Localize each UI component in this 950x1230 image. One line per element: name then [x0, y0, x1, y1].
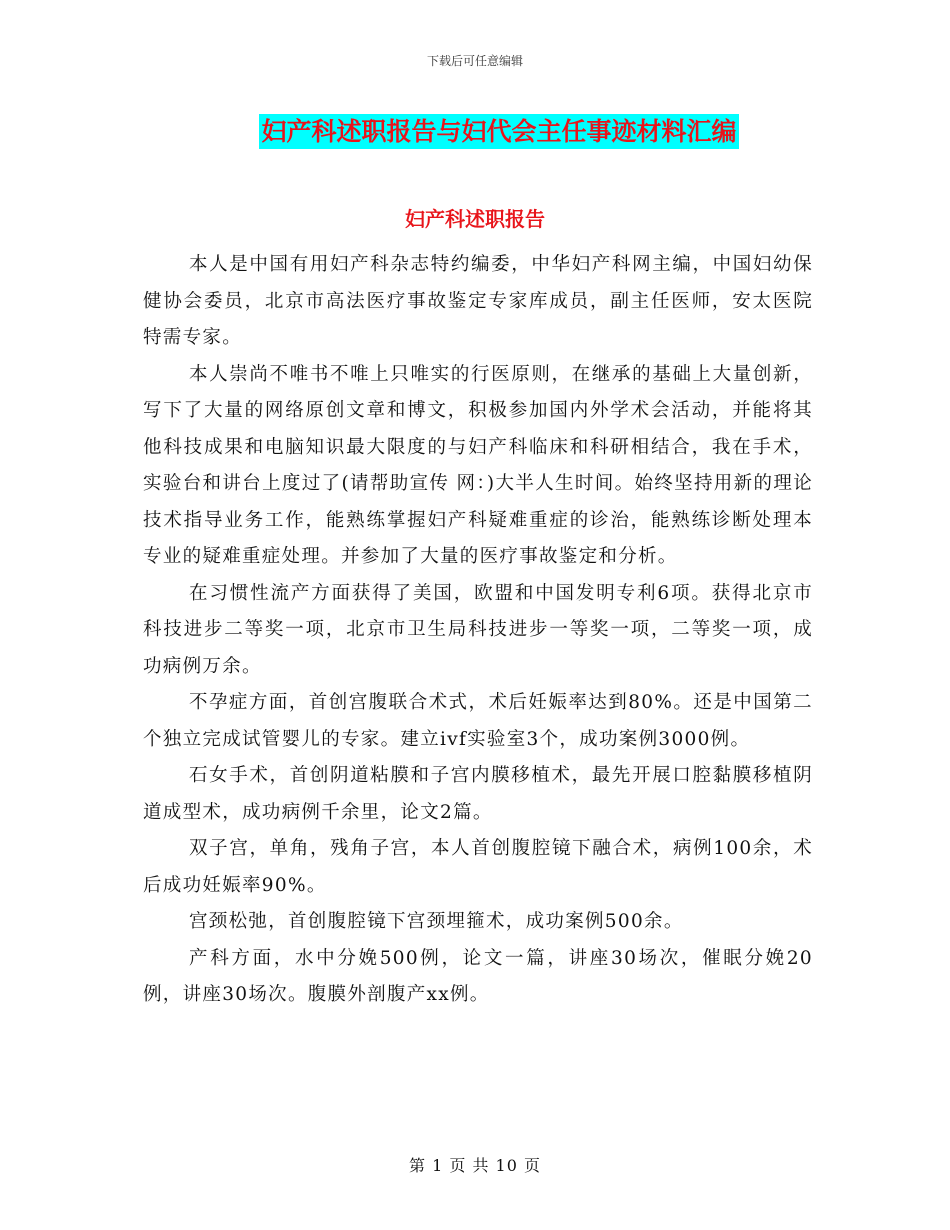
section-title: 妇产科述职报告: [405, 207, 545, 231]
page-number: 第 1 页 共 10 页: [409, 1156, 541, 1175]
paragraph: 在习惯性流产方面获得了美国，欧盟和中国发明专利6项。获得北京市科技进步二等奖一项，北京市卫生局科技进步一等奖一项，二等奖一项，成功病例万余。: [143, 582, 813, 677]
paragraph: 双子宫，单角，残角子宫，本人首创腹腔镜下融合术，病例100余，术后成功妊娠率90%。: [143, 838, 813, 896]
document-body: [143, 247, 813, 1014]
document-title-text: 妇产科述职报告与妇代会主任事迹材料汇编: [259, 114, 738, 149]
paragraph: 产科方面，水中分娩500例，论文一篇，讲座30场次，催眠分娩20例，讲座30场次。腹膜外剖腹产xx例。: [143, 947, 813, 1005]
paragraph: 不孕症方面，首创宫腹联合术式，术后妊娠率达到80%。还是中国第二个独立完成试管婴儿的专家。建立ivf实验室3个，成功案例3000例。: [143, 692, 813, 750]
paragraph: 本人崇尚不唯书不唯上只唯实的行医原则，在继承的基础上大量创新，写下了大量的网络原创文章和博文，积极参加国内外学术会活动，并能将其他科技成果和电脑知识最大限度的与妇产科临床和科研相结合，我在手术，实验台和讲台上度过了(请帮助宣传 网：)大半人生时间。始终坚持用新的理论技术指导业务工作，能熟练掌握妇产科疑难重症的诊治，能熟练诊断处理本专业的疑难重症处理。并参加了大量的医疗事故鉴定和分析。: [143, 363, 813, 567]
paragraph: 石女手术，首创阴道粘膜和子宫内膜移植术，最先开展口腔黏膜移植阴道成型术，成功病例千余里，论文2篇。: [143, 765, 813, 823]
document-title: [0, 112, 950, 148]
paragraph: 宫颈松弛，首创腹腔镜下宫颈埋箍术，成功案例500余。: [189, 911, 684, 932]
page-header-note: 下载后可任意编辑: [426, 54, 523, 68]
paragraph: 本人是中国有用妇产科杂志特约编委，中华妇产科网主编，中国妇幼保健协会委员，北京市高法医疗事故鉴定专家库成员，副主任医师，安太医院特需专家。: [143, 254, 813, 348]
